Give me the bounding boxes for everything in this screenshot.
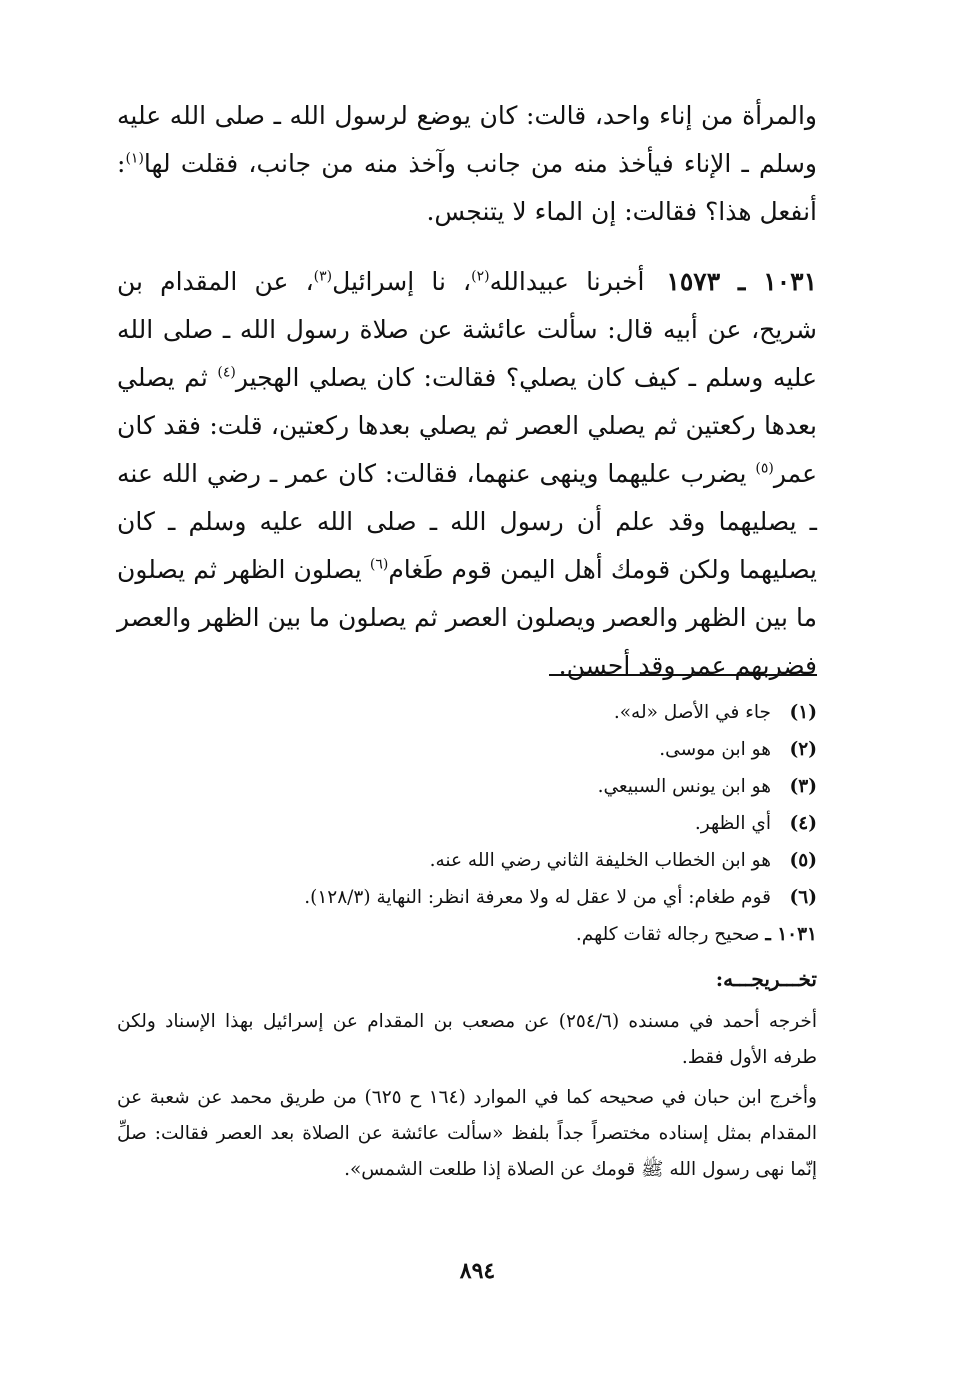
footnote-6 — [117, 879, 817, 916]
footnote-text: هو ابن موسى. — [659, 739, 771, 760]
footnote-text: أي الظهر. — [694, 813, 771, 834]
hadith-paragraph — [117, 258, 817, 690]
takhrij-paragraph-2: وأخرج ابن حبان في صحيحه كما في الموارد (١٦٤ ح ٦٢٥) من طريق محمد عن شعبة عن المقدام بمثل إسناده مختصراً جداً بلفظ «سألت عائشة عن الصلاة بعد العصر فقالت: صلِّ إنّما نهى رسول الله ﷺ قومك عن الصلاة إذا طلعت الشمس». — [117, 1087, 817, 1180]
grading-line — [117, 916, 817, 953]
footnote-3 — [117, 768, 817, 805]
para1-text: والمرأة من إناء واحد، قالت: كان يوضع لرسول الله ـ صلى الله عليه وسلم ـ الإناء فيأخذ منه من جانب وآخذ منه من جانب، فقلت لها — [117, 101, 817, 178]
footnote-4 — [117, 805, 817, 842]
hadith-text-1: أخبرنا عبيدالله — [489, 267, 645, 296]
footnote-1 — [117, 694, 817, 731]
page-number: ٨٩٤ — [459, 1258, 496, 1284]
footnote-text: هو ابن يونس السبيعي. — [597, 776, 771, 797]
footnote-number: (٥) — [789, 850, 817, 871]
footnote-text: قوم طغام: أي من لا عقل له ولا معرفة انظر: النهاية (١٢٨/٣). — [304, 887, 771, 908]
takhrij-heading: تخـــريجـــه: — [715, 967, 817, 991]
footnote-separator — [549, 674, 817, 676]
hadith-number: ١٠٣١ ـ ١٥٧٣ — [666, 267, 817, 296]
hadith-text-2: ، نا إسرائيل — [332, 267, 472, 296]
para1-end-text: : أنفعل هذا؟ فقالت: إن الماء لا يتنجس. — [117, 149, 817, 226]
continuation-paragraph — [117, 92, 817, 236]
footnote-number: (١) — [789, 702, 817, 723]
footnote-text: هو ابن الخطاب الخليفة الثاني رضي الله عنه. — [429, 850, 771, 871]
hadith-text-4: ثم يصلي بعدها ركعتين ثم يصلي العصر ثم يصلي بعدها ركعتين، قلت: فقد كان عمر — [117, 363, 817, 488]
grading-number: ١٠٣١ ـ — [765, 924, 817, 945]
footnote-ref-4: (٤) — [217, 364, 236, 381]
grading-text: صحيح رجاله ثقات كلهم. — [575, 924, 766, 945]
footnote-ref-1: (١) — [125, 150, 144, 167]
hadith-text-3: ، عن المقدام بن شريح، عن أبيه قال: سألت عائشة عن صلاة رسول الله ـ صلى الله عليه وسلم ـ كيف كان يصلي؟ فقالت: كان يصلي الهجير — [117, 267, 817, 392]
footnote-ref-3: (٣) — [313, 268, 333, 285]
footnote-ref-6: (٦) — [369, 556, 389, 573]
hadith-text-6: يصلون الظهر ثم يصلون ما بين الظهر والعصر ويصلون العصر ثم يصلون ما بين الظهر والعصر فضربهم عمر وقد أحسن. — [117, 555, 817, 680]
footnotes — [117, 694, 817, 953]
footnote-number: (٤) — [789, 813, 817, 834]
footnote-text: جاء في الأصل «له». — [613, 702, 771, 723]
footnote-number: (٣) — [789, 776, 817, 797]
hadith-text-5: يضرب عليهما وينهى عنهما، فقالت: كان عمر ـ رضي الله عنه ـ يصليهما وقد علم أن رسول الله ـ صلى الله عليه وسلم ـ كان يصليهما ولكن قومك أهل اليمن قوم طَغام — [117, 459, 817, 584]
footnote-ref-2: (٢) — [471, 268, 490, 285]
footnote-number: (٢) — [789, 739, 817, 760]
takhrij-paragraph-1: أخرجه أحمد في مسنده (٢٥٤/٦) عن مصعب بن المقدام عن إسرائيل بهذا الإسناد ولكن طرفه الأول فقط. — [117, 1011, 817, 1068]
footnote-ref-5: (٥) — [755, 460, 774, 477]
takhrij-section — [117, 1004, 817, 1188]
footnote-5 — [117, 842, 817, 879]
main-text-block — [117, 92, 817, 690]
footnote-number: (٦) — [789, 887, 817, 908]
footnote-2 — [117, 731, 817, 768]
